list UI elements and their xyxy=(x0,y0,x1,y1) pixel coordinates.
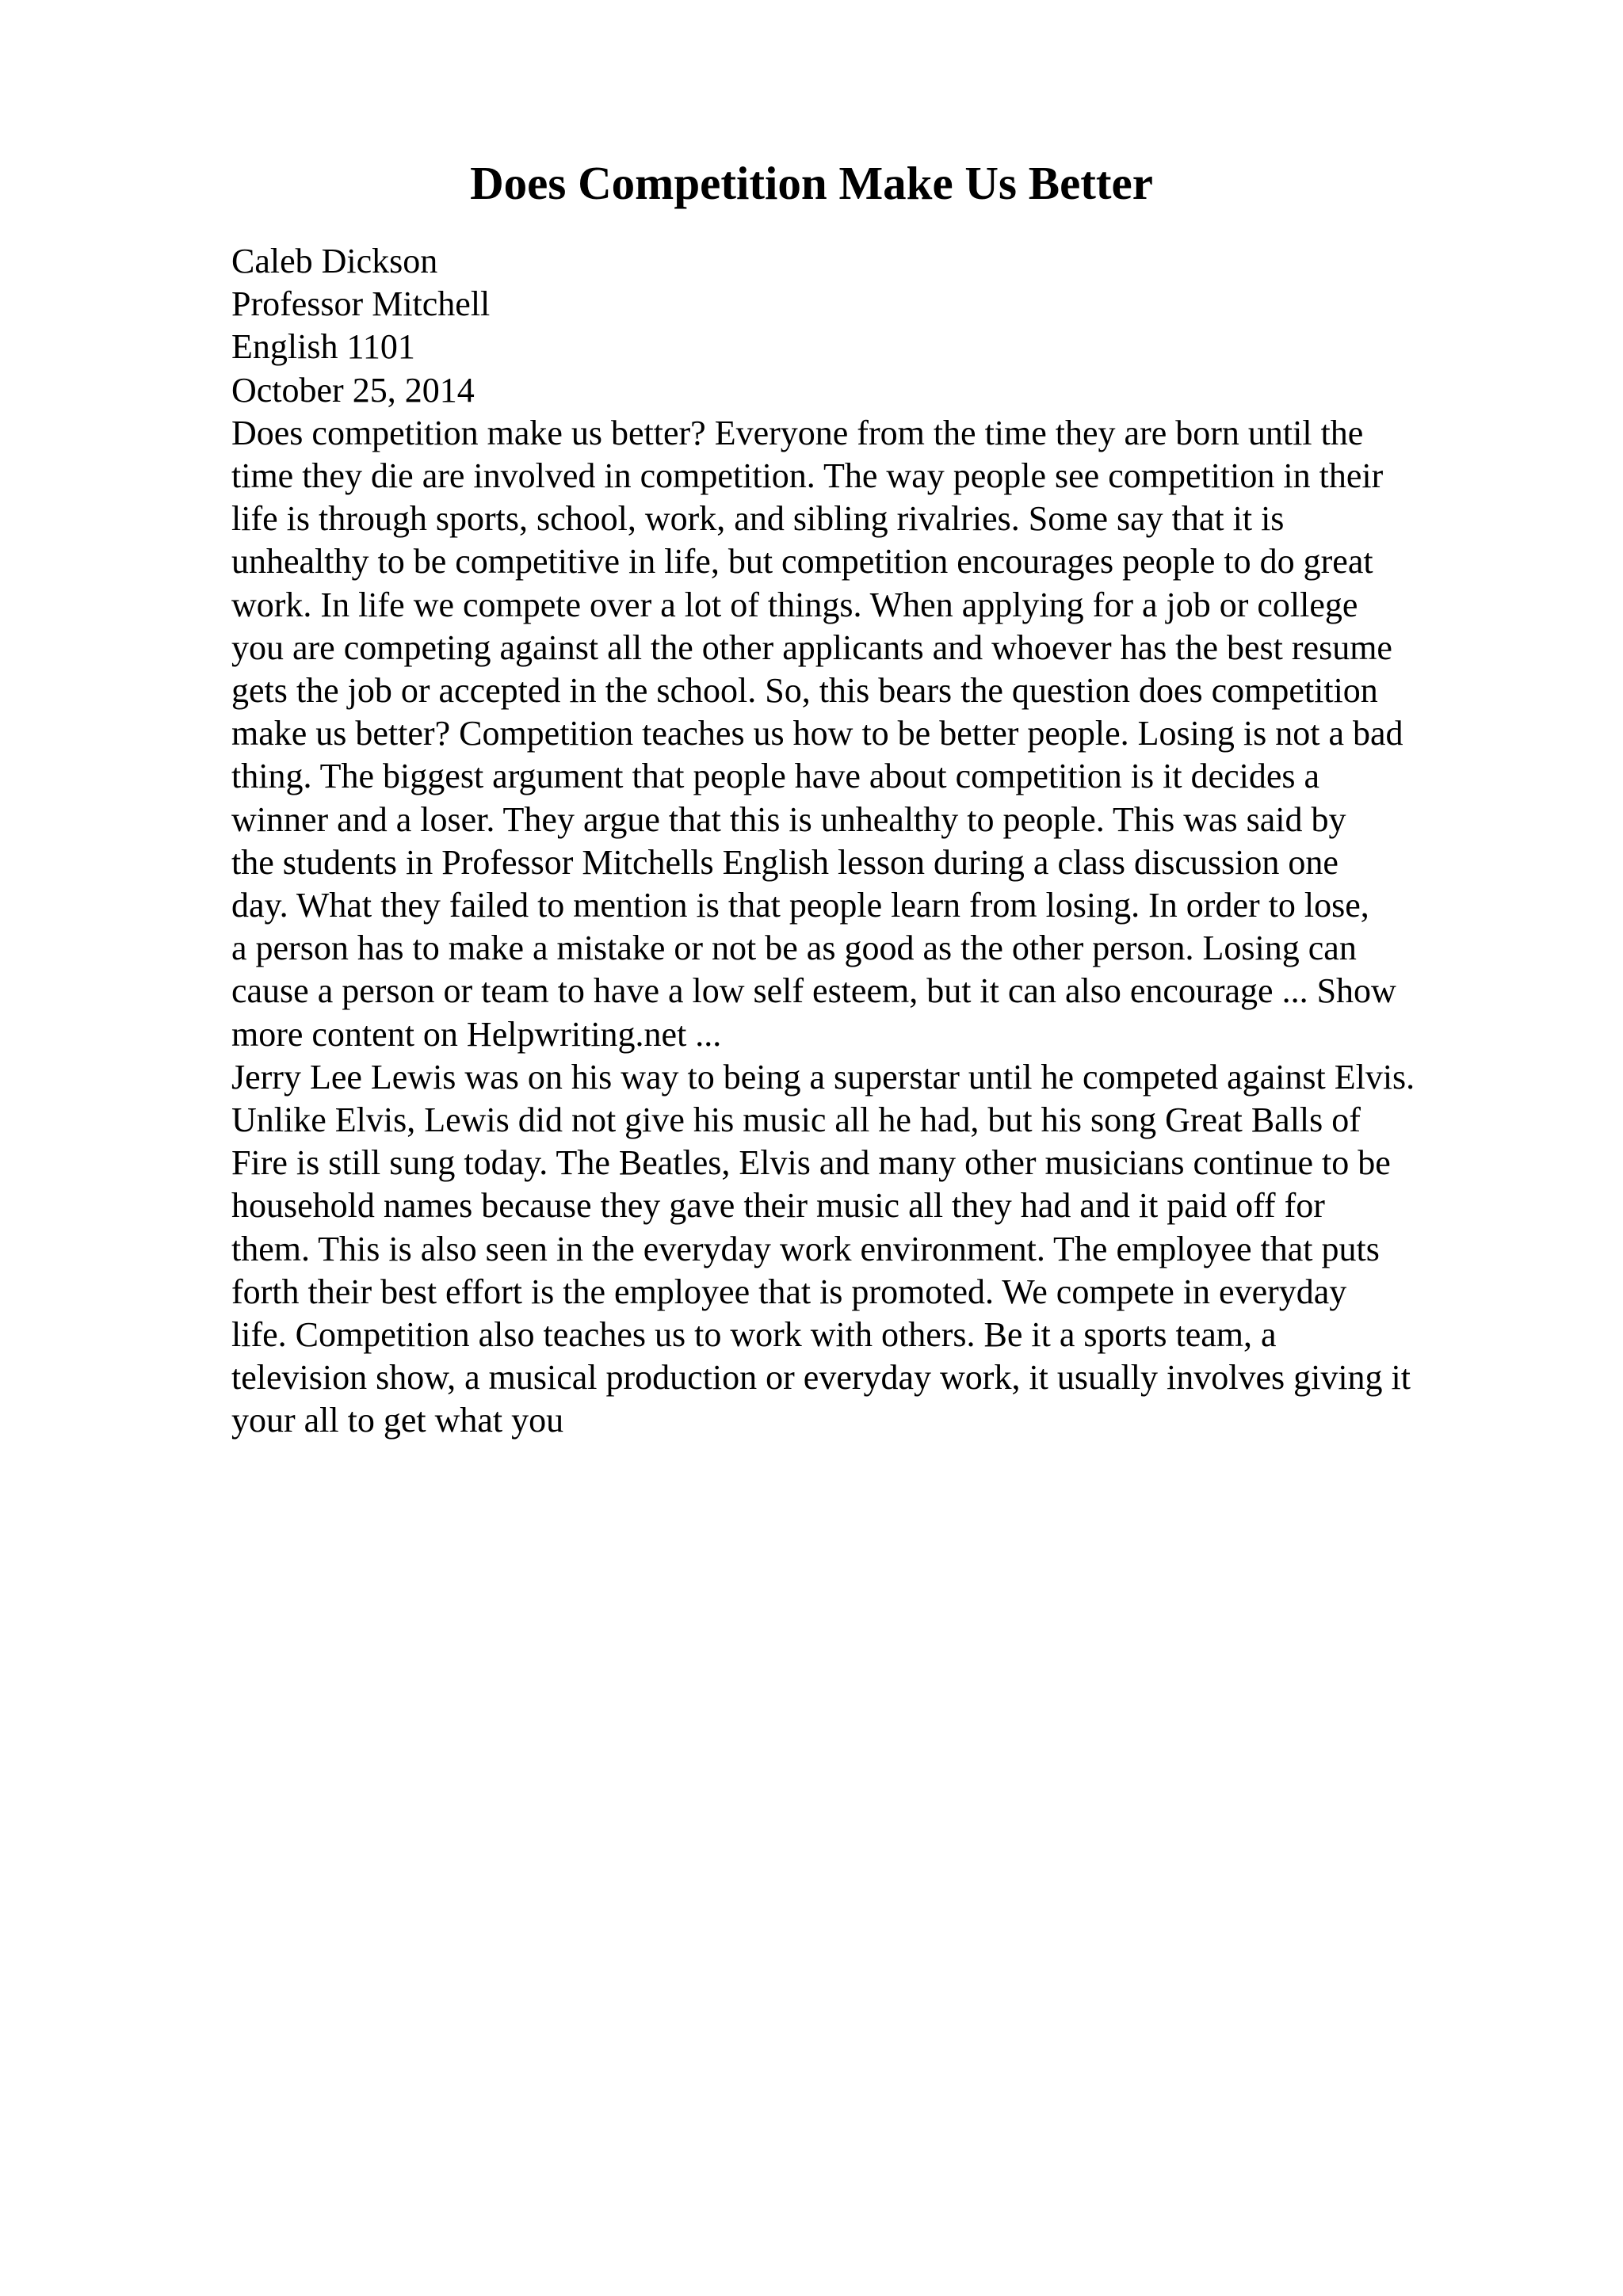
text-line: make us better? Competition teaches us how to be better people. Losing is not a bad xyxy=(231,714,1403,753)
text-line: life is through sports, school, work, and sibling rivalries. Some say that it is xyxy=(231,499,1285,539)
course-name: English 1101 xyxy=(231,327,415,367)
text-line: more content on Helpwriting.net ... xyxy=(231,1014,722,1054)
text-line: your all to get what you xyxy=(231,1401,564,1440)
text-line: them. This is also seen in the everyday work environment. The employee that puts xyxy=(231,1229,1380,1268)
text-line: the students in Professor Mitchells English lesson during a class discussion one xyxy=(231,842,1338,882)
text-line: work. In life we compete over a lot of things. When applying for a job or college xyxy=(231,585,1358,624)
text-line: Fire is still sung today. The Beatles, Elvis and many other musicians continue to be xyxy=(231,1143,1391,1183)
text-line: household names because they gave their music all they had and it paid off for xyxy=(231,1186,1325,1226)
text-line: day. What they failed to mention is that people learn from losing. In order to lose, xyxy=(231,886,1369,925)
text-line: Does competition make us better? Everyone from the time they are born until the xyxy=(231,413,1364,452)
text-line: a person has to make a mistake or not be as good as the other person. Losing can xyxy=(231,929,1357,968)
text-line: unhealthy to be competitive in life, but competition encourages people to do great xyxy=(231,542,1373,582)
document-title: Does Competition Make Us Better xyxy=(470,157,1153,209)
instructor-name: Professor Mitchell xyxy=(231,284,491,324)
text-line: gets the job or accepted in the school. So, this bears the question does competition xyxy=(231,671,1378,711)
document-date: October 25, 2014 xyxy=(231,370,475,410)
paragraph-1 xyxy=(231,412,1499,1056)
text-line: forth their best effort is the employee that is promoted. We compete in everyday xyxy=(231,1272,1347,1311)
text-line: life. Competition also teaches us to work with others. Be it a sports team, a xyxy=(231,1315,1277,1355)
author-name: Caleb Dickson xyxy=(231,242,438,280)
text-line: time they die are involved in competition. The way people see competition in their xyxy=(231,456,1384,496)
paragraph-2 xyxy=(231,1056,1499,1443)
document-body xyxy=(231,240,1499,1443)
text-line: thing. The biggest argument that people have about competition is it decides a xyxy=(231,757,1320,796)
text-line: you are competing against all the other applicants and whoever has the best resume xyxy=(231,627,1392,667)
text-line: Jerry Lee Lewis was on his way to being a superstar until he competed against Elvis. xyxy=(231,1057,1415,1097)
text-line: television show, a musical production or everyday work, it usually involves giving it xyxy=(231,1358,1411,1398)
text-line: winner and a loser. They argue that this is unhealthy to people. This was said by xyxy=(231,799,1346,839)
header-block xyxy=(231,240,1499,412)
text-line: cause a person or team to have a low self esteem, but it can also encourage ... Show xyxy=(231,971,1396,1011)
text-line: Unlike Elvis, Lewis did not give his music all he had, but his song Great Balls of xyxy=(231,1100,1361,1140)
